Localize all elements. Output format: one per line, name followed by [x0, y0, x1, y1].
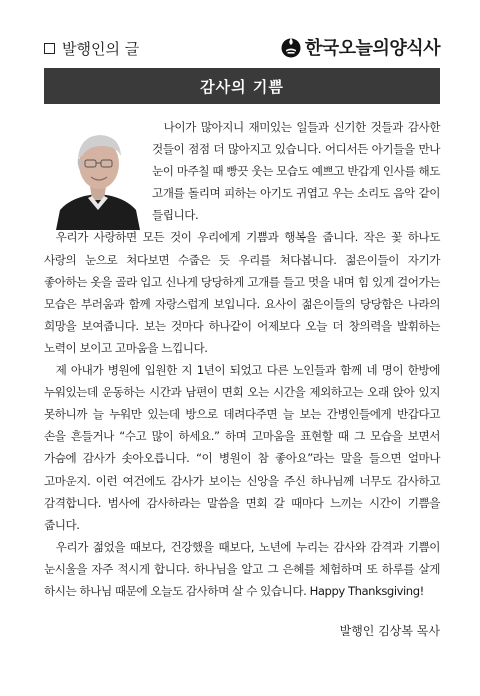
- section-label-text: 발행인의 글: [62, 40, 140, 58]
- paragraph: 우리가 젊었을 때보다, 건강했을 때보다, 노년에 누리는 감사와 감격과 기쁨이 눈시울을 자주 적시게 합니다. 하나님을 알고 그 은혜를 체험하며 또 하루를 살게 하시는 하나님 때문에 오늘도 감사하며 살 수 있습니다. Happy Thanksgiving!: [44, 539, 440, 598]
- brand: [280, 34, 440, 60]
- lamp-logo-icon: [280, 35, 302, 59]
- square-box-icon: [44, 43, 55, 54]
- page-header: [44, 34, 440, 60]
- article-title: 감사의 기쁨: [200, 77, 284, 96]
- brand-name: 한국오늘의양식사: [304, 38, 440, 59]
- article-body: [44, 116, 440, 602]
- section-label: [44, 38, 139, 59]
- paragraph: 우리가 사랑하면 모든 것이 우리에게 기쁨과 행복을 줍니다. 작은 꽃 하나도 사랑의 눈으로 쳐다보면 수줍은 듯 우리를 쳐다봅니다. 젊은이들이 자기가 좋아하는 옷을 골라 입고 신나게 당당하게 고개를 들고 멋을 내며 힘 있게 걸어가는 모습은 부러움과 함께 자랑스럽게 보입니다. 요사이 젊은이들의 당당함은 나라의 희망을 보여줍니다. 보는 것마다 하나같이 어제보다 오늘 더 창의력을 발휘하는 노력이 보이고 고마움을 느낍니다.: [44, 230, 440, 355]
- paragraph: 제 아내가 병원에 입원한 지 1년이 되었고 다른 노인들과 함께 네 명이 한방에 누워있는데 운동하는 시간과 남편이 면회 오는 시간을 제외하고는 오래 앉아 있지 못하니까 늘 누워만 있는데 방으로 데려다주면 늘 보는 간병인들에게 반갑다고 손을 흔들거나 “수고 많이 하세요.” 하며 고마움을 표현할 때 그 모습을 보면서 가슴에 감사가 솟아오릅니다. “이 병원이 참 좋아요”라는 말을 들으면 얼마나 고마운지. 이런 여건에도 감사가 보이는 신앙을 주신 하나님께 너무도 감사하고 감격합니다. 범사에 감사하라는 말씀을 면회 갈 때마다 느끼는 시간이 기쁨을 줍니다.: [44, 363, 440, 532]
- article-title-bar: [44, 68, 440, 104]
- paragraph: 나이가 많아지니 재미있는 일들과 신기한 것들과 감사한 것들이 점점 더 많아지고 있습니다. 어디서든 아기들을 만나 눈이 마주칠 때 빵끗 웃는 모습도 예쁘고 반갑게 인사를 해도 고개를 돌리며 피하는 아기도 귀엽고 우는 소리도 음악 같이 들립니다.: [152, 120, 440, 223]
- author-signature: 발행인 김상복 목사: [339, 624, 440, 638]
